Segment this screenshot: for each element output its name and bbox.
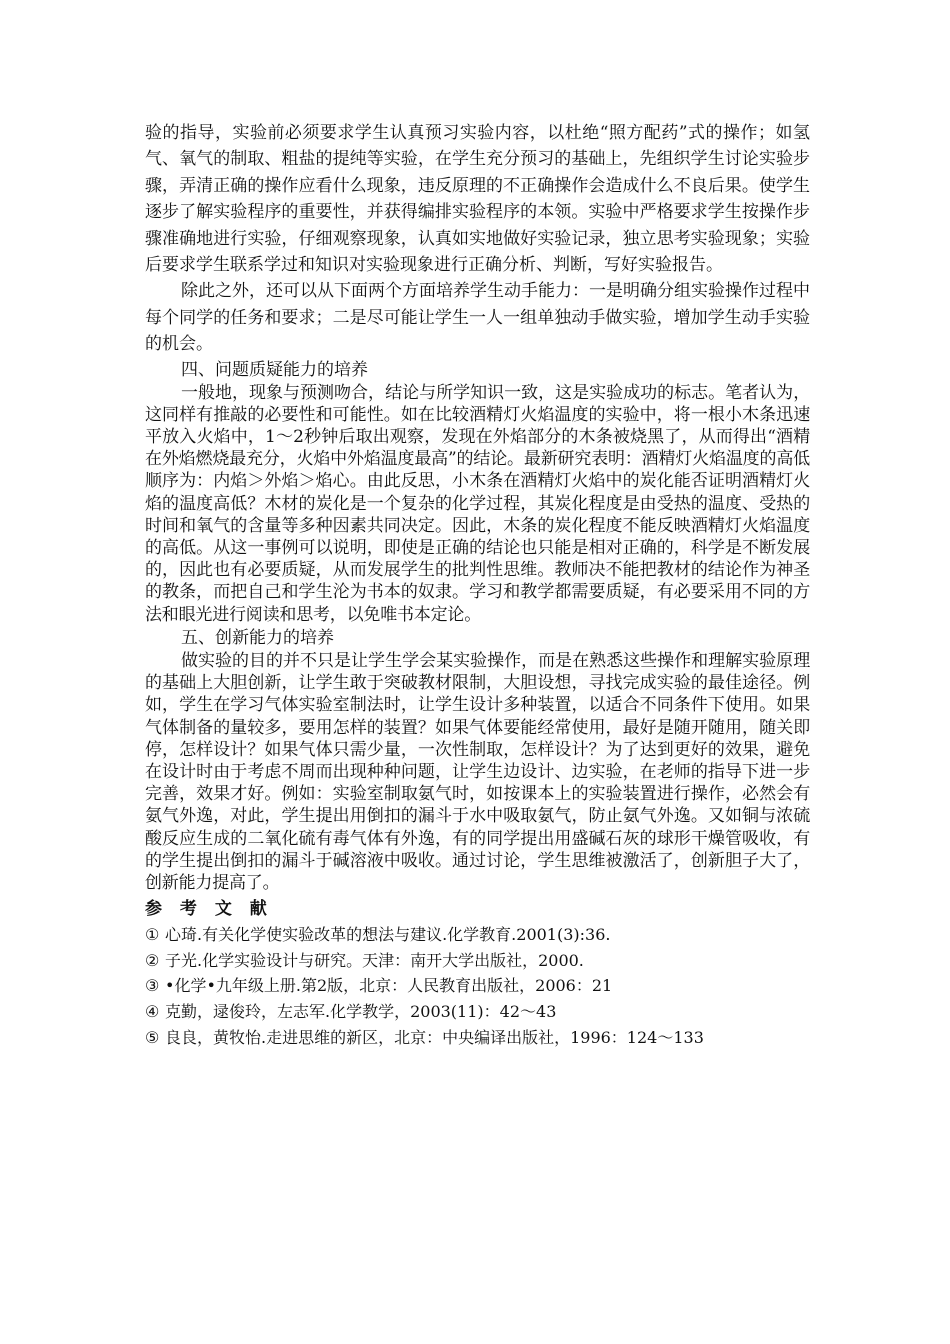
reference-text: 心琦.有关化学使实验改革的想法与建议.化学教育.2001(3):36.: [165, 925, 611, 945]
reference-text: 克勤，逯俊玲，左志军.化学教学，2003(11)：42～43: [165, 1001, 557, 1021]
reference-item: [145, 922, 810, 948]
references-list: [145, 922, 810, 1050]
reference-text: 良良，黄牧怡.走进思维的新区，北京：中央编译出版社，1996：124～133: [165, 1027, 704, 1047]
reference-item: [145, 1025, 810, 1051]
section-body-innovation: 做实验的目的并不只是让学生学会某实验操作，而是在熟悉这些操作和理解实验原理的基础上大胆创新，让学生敢于突破教材限制，大胆设想，寻找完成实验的最佳途径。例如，学生在学习气体实验室制法时，让学生设计多种装置，以适合不同条件下使用。如果气体制备的量较多，要用怎样的装置？如果气体要能经常使用，最好是随开随用，随关即停，怎样设计？如果气体只需少量，一次性制取，怎样设计？为了达到更好的效果，避免在设计时由于考虑不周而出现种种问题，让学生边设计、边实验，在老师的指导下进一步完善，效果才好。例如：实验室制取氨气时，如按课本上的实验装置进行操作，必然会有氨气外逸，对此，学生提出用倒扣的漏斗于水中吸取氨气，防止氨气外逸。又如铜与浓硫酸反应生成的二氧化硫有毒气体有外逸，有的同学提出用盛碱石灰的球形干燥管吸收，有的学生提出倒扣的漏斗于碱溶液中吸收。通过讨论，学生思维被激活了，创新胆子大了，创新能力提高了。: [145, 650, 810, 893]
reference-number: ④: [145, 1001, 160, 1021]
reference-number: ③: [145, 976, 160, 996]
reference-text: •化学•九年级上册.第2版，北京：人民教育出版社，2006：21: [165, 976, 613, 996]
reference-item: [145, 999, 810, 1025]
paragraph-hands-on-ability: 除此之外，还可以从下面两个方面培养学生动手能力：一是明确分组实验操作过程中每个同学的任务和要求；二是尽可能让学生一人一组单独动手做实验，增加学生动手实验的机会。: [145, 281, 810, 355]
document-page: [145, 120, 810, 1050]
reference-text: 子光.化学实验设计与研究。天津：南开大学出版社，2000.: [165, 950, 584, 970]
references-title: 参 考 文 献: [145, 899, 273, 920]
reference-number: ②: [145, 950, 160, 970]
reference-number: ①: [145, 925, 160, 945]
section-heading-innovation: 五、创新能力的培养: [181, 627, 334, 648]
paragraph-experiment-guidance: 验的指导，实验前必须要求学生认真预习实验内容，以杜绝“照方配药”式的操作；如氢气、氧气的制取、粗盐的提纯等实验，在学生充分预习的基础上，先组织学生讨论实验步骤，弄清正确的操作应看什么现象，违反原理的不正确操作会造成什么不良后果。使学生逐步了解实验程序的重要性，并获得编排实验程序的本领。实验中严格要求学生按操作步骤准确地进行实验，仔细观察现象，认真如实地做好实验记录，独立思考实验现象；实验后要求学生联系学过和知识对实验现象进行正确分析、判断，写好实验报告。: [145, 123, 810, 276]
reference-item: [145, 948, 810, 974]
section-heading-questioning: 四、问题质疑能力的培养: [181, 359, 368, 380]
section-body-questioning: 一般地，现象与预测吻合，结论与所学知识一致，这是实验成功的标志。笔者认为，这同样有推敲的必要性和可能性。如在比较酒精灯火焰温度的实验中，将一根小木条迅速平放入火焰中，1～2秒钟后取出观察，发现在外焰部分的木条被烧黑了，从而得出“酒精在外焰燃烧最充分，火焰中外焰温度最高”的结论。最新研究表明：酒精灯火焰温度的高低顺序为：内焰＞外焰＞焰心。由此反思，小木条在酒精灯火焰中的炭化能否证明酒精灯火焰的温度高低？木材的炭化是一个复杂的化学过程，其炭化程度是由受热的温度、受热的时间和氧气的含量等多种因素共同决定。因此，木条的炭化程度不能反映酒精灯火焰温度的高低。从这一事例可以说明，即使是正确的结论也只能是相对正确的，科学是不断发展的，因此也有必要质疑，从而发展学生的批判性思维。教师决不能把教材的结论作为神圣的教条，而把自己和学生沦为书本的奴隶。学习和教学都需要质疑，有必要采用不同的方法和眼光进行阅读和思考，以免唯书本定论。: [145, 382, 810, 625]
reference-item: [145, 973, 810, 999]
reference-number: ⑤: [145, 1027, 160, 1047]
